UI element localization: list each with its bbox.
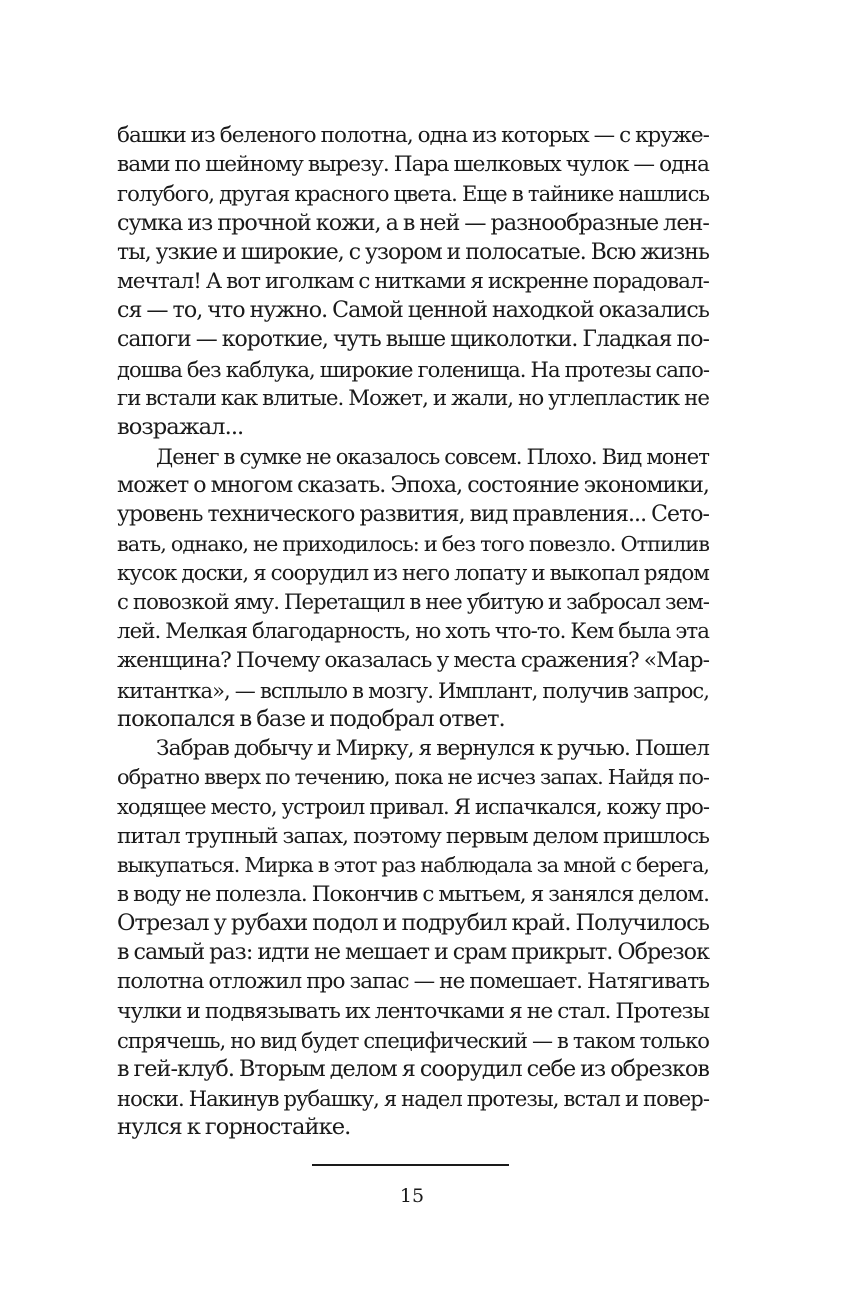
text-line: лей. Мелкая благодарность, но хоть что-то. Кем была эта	[117, 619, 709, 645]
text-line: ты, узкие и широкие, с узором и полосатые. Всю жизнь	[117, 239, 709, 265]
body-text	[117, 121, 709, 1143]
text-line: выкупаться. Мирка в этот раз наблюдала за мной с берега,	[117, 852, 709, 877]
text-line: ги встали как влитые. Может, и жали, но углепластик не	[117, 385, 709, 411]
paragraph-2	[117, 442, 709, 734]
text-line: в самый раз: идти не мешает и срам прикрыт. Обрезок	[117, 939, 709, 966]
text-line: Забрав добычу и Мирку, я вернулся к ручью. Пошел	[156, 735, 709, 761]
text-line: обратно вверх по течению, пока не исчез запах. Найдя по-	[117, 765, 709, 790]
text-line: уровень технического развития, вид правления... Сето-	[117, 502, 709, 528]
text-line: сумка из прочной кожи, а в ней — разнообразные лен-	[117, 209, 709, 236]
text-line: вать, однако, не приходилось: и без того повезло. Отпилив	[117, 531, 709, 556]
text-line: вами по шейному вырезу. Пара шелковых чулок — одна	[117, 152, 709, 178]
text-line: женщина? Почему оказалась у места сражения? «Мар-	[117, 648, 709, 674]
text-line: дошва без каблука, широкие голенища. На протезы сапо-	[117, 356, 709, 382]
text-line: башки из беленого полотна, одна из которых — с круже-	[117, 123, 709, 148]
text-line: возражал...	[117, 413, 244, 440]
text-line: кусок доски, я соорудил из него лопату и выкопал рядом	[117, 560, 709, 586]
text-line: с повозкой яму. Перетащил в нее убитую и забросал зем-	[117, 590, 709, 615]
page-number: 15	[399, 1185, 425, 1207]
text-line: голубого, другая красного цвета. Еще в тайнике нашлись	[117, 181, 709, 207]
paragraph-1	[117, 121, 709, 442]
text-line: может о многом сказать. Эпоха, состояние экономики,	[117, 473, 709, 499]
text-line: носки. Накинув рубашку, я надел протезы, встал и повер-	[117, 1086, 709, 1112]
footer-rule	[312, 1164, 509, 1166]
text-line: покопался в базе и подобрал ответ.	[117, 705, 505, 732]
paragraph-3	[117, 734, 709, 1143]
text-line: китантка», — всплыло в мозгу. Имплант, получив запрос,	[117, 677, 709, 703]
text-line: чулки и подвязывать их ленточками я не стал. Протезы	[117, 998, 709, 1024]
text-line: спрячешь, но вид будет специфический — в таком только	[117, 1027, 709, 1053]
text-line: ся — то, что нужно. Самой ценной находкой оказались	[117, 297, 709, 324]
text-line: ходящее место, устроил привал. Я испачкался, кожу про-	[117, 794, 709, 820]
text-line: сапоги — короткие, чуть выше щиколотки. Гладкая по-	[117, 327, 709, 353]
text-line: в гей-клуб. Вторым делом я соорудил себе из обрезков	[117, 1056, 709, 1082]
text-line: мечтал! А вот иголкам с нитками я искренне порадовал-	[117, 268, 709, 294]
text-line: питал трупный запах, поэтому первым делом пришлось	[117, 823, 709, 849]
text-line: нулся к горностайке.	[117, 1114, 351, 1141]
text-line: полотна отложил про запас — не помешает. Натягивать	[117, 969, 709, 995]
text-line: Денег в сумке не оказалось совсем. Плохо. Вид монет	[156, 444, 709, 470]
text-line: Отрезал у рубахи подол и подрубил край. Получилось	[117, 910, 709, 937]
text-line: в воду не полезла. Покончив с мытьем, я занялся делом.	[117, 881, 709, 907]
